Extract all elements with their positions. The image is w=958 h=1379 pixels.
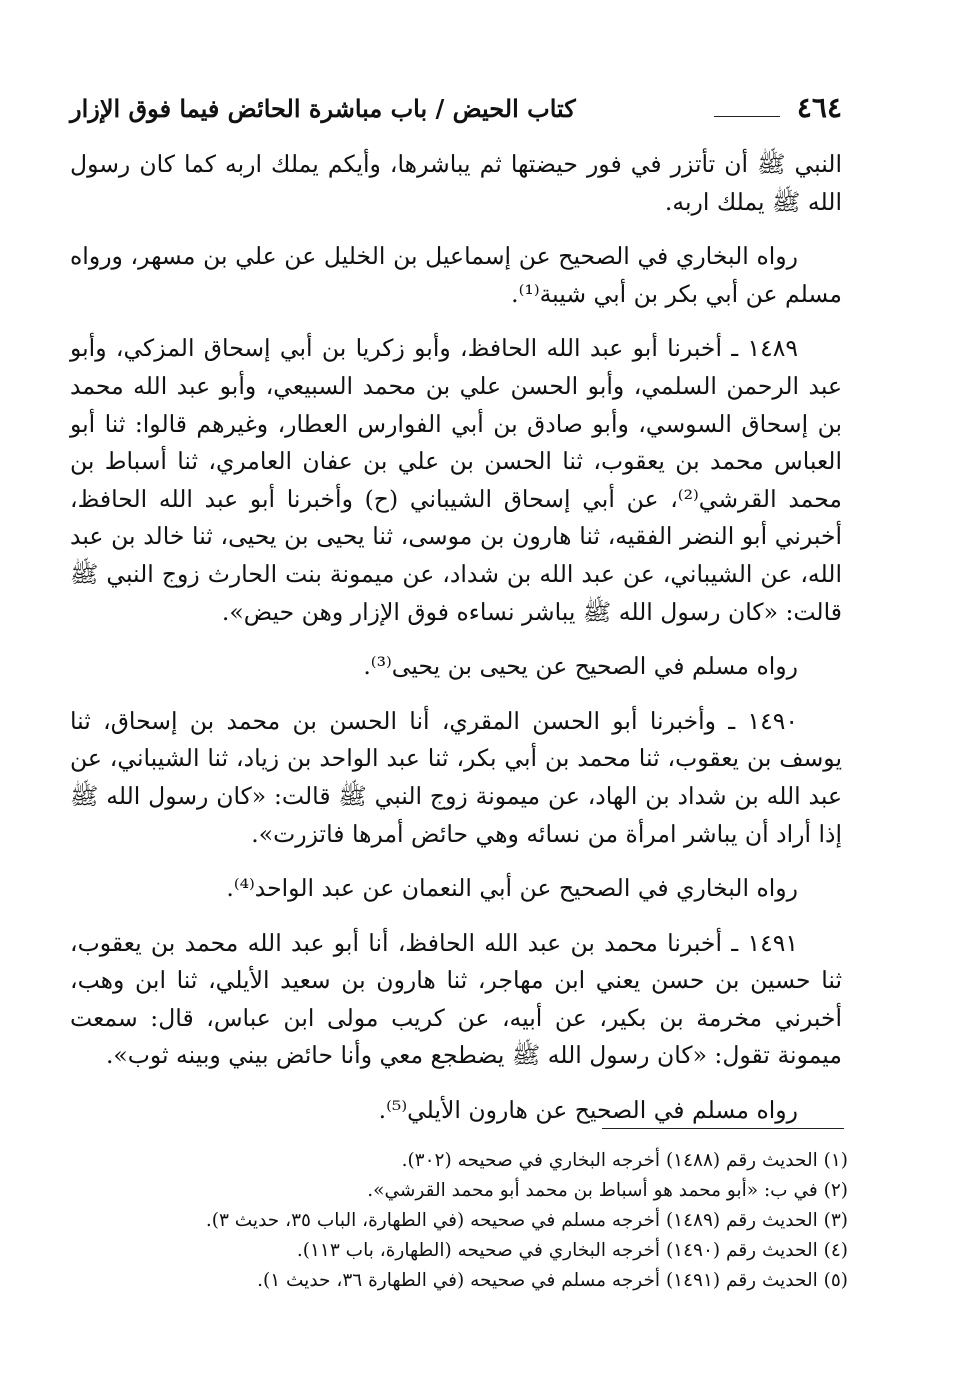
hadith-1490: ١٤٩٠ ـ وأخبرنا أبو الحسن المقري، أنا الحسن بن محمد بن إسحاق، ثنا يوسف بن يعقوب، ثنا محمد بن أبي بكر، ثنا عبد الواحد بن زياد، ثنا الشيباني، عن عبد الله بن شداد بن الهاد، عن ميمونة زوج النبي ﷺ قالت: «كان رسول الله ﷺ إذا أراد أن يباشر امرأة من نسائه وهي حائض أمرها فاتزرت». [70, 706, 842, 848]
footnote-5: (٥) الحديث رقم (١٤٩١) أخرجه مسلم في صحيحه (في الطهارة ٣٦، حديث ١). [257, 1270, 848, 1291]
header-rule [714, 116, 780, 117]
footnotes [120, 1146, 848, 1296]
hadith-1489: ١٤٨٩ ـ أخبرنا أبو عبد الله الحافظ، وأبو زكريا بن أبي إسحاق المزكي، وأبو عبد الرحمن السلمي، وأبو الحسن علي بن محمد السبيعي، وأبو عبد الله محمد بن إسحاق السوسي، وأبو صادق بن أبي الفوارس العطار، وغيرهم قالوا: ثنا أبو العباس محمد بن يعقوب، ثنا الحسن بن علي بن عفان العامري، ثنا أسباط بن محمد القرشي⁽²⁾، عن أبي إسحاق الشيباني (ح) وأخبرنا أبو عبد الله الحافظ، أخبرني أبو النضر الفقيه، ثنا هارون بن موسى، ثنا يحيى بن يحيى، ثنا خالد بن عبد الله، عن الشيباني، عن عبد الله بن شداد، عن ميمونة بنت الحارث زوج النبي ﷺ قالت: «كان رسول الله ﷺ يباشر نساءه فوق الإزار وهن حيض». [70, 334, 842, 626]
footnote-3: (٣) الحديث رقم (١٤٨٩) أخرجه مسلم في صحيحه (في الطهارة، الباب ٣٥، حديث ٣). [205, 1210, 848, 1231]
paragraph-continuation: النبي ﷺ أن تأتزر في فور حيضتها ثم يباشرها، وأيكم يملك اربه كما كان رسول الله ﷺ يملك اربه. [70, 150, 842, 216]
paragraph-takhrij-1490: رواه البخاري في الصحيح عن أبي النعمان عن عبد الواحد⁽⁴⁾. [226, 874, 798, 903]
footnote-separator [602, 1128, 844, 1129]
paragraph-takhrij-1489: رواه مسلم في الصحيح عن يحيى بن يحيى⁽³⁾. [363, 652, 798, 681]
footnote-2: (٢) في ب: «أبو محمد هو أسباط بن محمد أبو محمد القرشي». [367, 1180, 848, 1201]
page-header [70, 90, 842, 134]
page-number: ٤٦٤ [796, 91, 842, 124]
hadith-1491: ١٤٩١ ـ أخبرنا محمد بن عبد الله الحافظ، أنا أبو عبد الله محمد بن يعقوب، ثنا حسين بن حسن يعني ابن مهاجر، ثنا هارون بن سعيد الأيلي، ثنا ابن وهب، أخبرني مخرمة بن بكير، عن أبيه، عن كريب مولى ابن عباس، قال: سمعت ميمونة تقول: «كان رسول الله ﷺ يضطجع معي وأنا حائض بيني وبينه ثوب». [70, 928, 842, 1070]
footnote-1: (١) الحديث رقم (١٤٨٨) أخرجه البخاري في صحيحه (٣٠٢). [401, 1150, 848, 1171]
paragraph-takhrij-1488: رواه البخاري في الصحيح عن إسماعيل بن الخليل عن علي بن مسهر، ورواه مسلم عن أبي بكر بن أبي شيبة⁽¹⁾. [70, 242, 842, 308]
paragraph-takhrij-1491: رواه مسلم في الصحيح عن هارون الأيلي⁽⁵⁾. [378, 1096, 798, 1125]
running-title: كتاب الحيض / باب مباشرة الحائض فيما فوق الإزار [70, 94, 576, 123]
footnote-4: (٤) الحديث رقم (١٤٩٠) أخرجه البخاري في صحيحه (الطهارة، باب ١١٣). [296, 1240, 848, 1261]
main-text [70, 146, 842, 1147]
